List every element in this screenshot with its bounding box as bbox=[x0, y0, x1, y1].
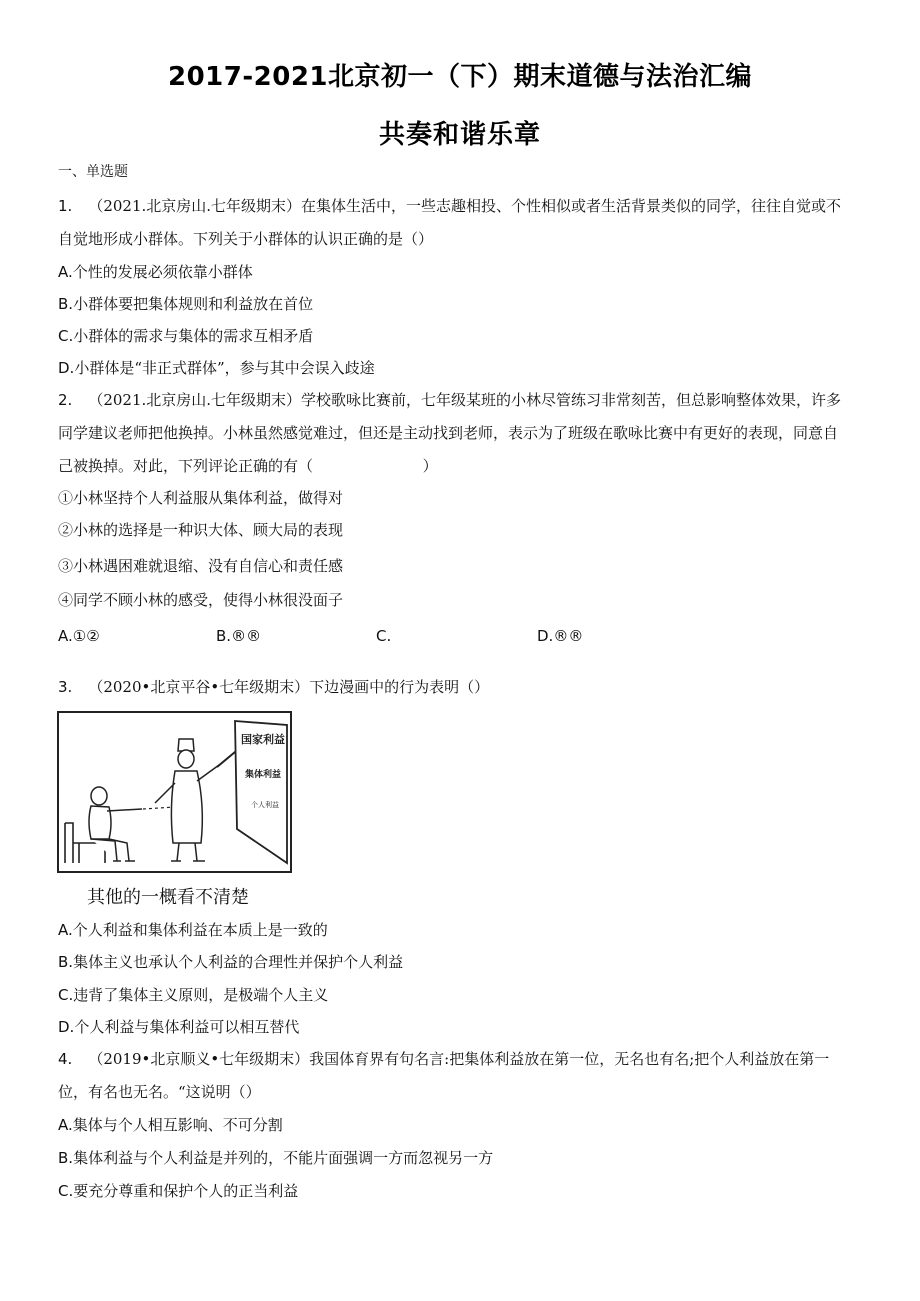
question-3-option-b: B.集体主义也承认个人利益的合理性并保护个人利益 bbox=[58, 953, 404, 971]
board-label-national: 国家利益 bbox=[241, 733, 285, 746]
question-4-option-a: A.集体与个人相互影响、不可分割 bbox=[58, 1116, 283, 1134]
question-1-stem-line-1: 1. （2021.北京房山.七年级期末）在集体生活中，一些志趣相投、个性相似或者生活背景类似的同学，往往自觉或不 bbox=[58, 197, 842, 215]
question-2-statement-1: ①小林坚持个人利益服从集体利益，做得对 bbox=[58, 489, 344, 507]
question-2-option-b: B.®® bbox=[216, 627, 262, 645]
question-4-option-c: C.要充分尊重和保护个人的正当利益 bbox=[58, 1182, 299, 1200]
question-1-option-c: C.小群体的需求与集体的需求互相矛盾 bbox=[58, 327, 314, 345]
question-1-stem-line-2: 自觉地形成小群体。下列关于小群体的认识正确的是（） bbox=[58, 230, 434, 248]
question-2-option-c: C. bbox=[376, 627, 392, 645]
question-number: 1. bbox=[58, 197, 73, 215]
cartoon-image bbox=[57, 711, 292, 873]
question-4-stem-line-1: 4. （2019•北京顺义•七年级期末）我国体育界有句名言:把集体利益放在第一位，无名也有名;把个人利益放在第一 bbox=[58, 1050, 830, 1068]
section-heading: 一、单选题 bbox=[58, 164, 128, 180]
question-2-statement-4: ④同学不顾小林的感受，使得小林很没面子 bbox=[58, 591, 344, 609]
question-1-option-b: B.小群体要把集体规则和利益放在首位 bbox=[58, 295, 314, 313]
board-label-collective: 集体利益 bbox=[245, 770, 282, 780]
question-2-stem-line-1: 2. （2021.北京房山.七年级期末）学校歌咏比赛前，七年级某班的小林尽管练习非常刻苦，但总影响整体效果，许多 bbox=[58, 391, 842, 409]
question-3-stem: 3. （2020•北京平谷•七年级期末）下边漫画中的行为表明（） bbox=[58, 678, 490, 696]
question-3-option-c: C.违背了集体主义原则，是极端个人主义 bbox=[58, 986, 329, 1004]
question-2-option-a: A.①② bbox=[58, 627, 100, 645]
question-4-option-b: B.集体利益与个人利益是并列的，不能片面强调一方而忽视另一方 bbox=[58, 1149, 494, 1167]
question-2-statement-2: ②小林的选择是一种识大体、顾大局的表现 bbox=[58, 521, 344, 539]
question-4-stem-line-2: 位，有名也无名。“这说明（） bbox=[58, 1083, 261, 1101]
question-2-stem-line-3: 己被换掉。对此，下列评论正确的有（ ） bbox=[58, 457, 438, 475]
question-1-option-d: D.小群体是“非正式群体”，参与其中会误入歧途 bbox=[58, 359, 375, 377]
document-subtitle: 共奏和谐乐章 bbox=[378, 120, 541, 150]
question-3-option-d: D.个人利益与集体利益可以相互替代 bbox=[58, 1018, 300, 1036]
question-3-option-a: A.个人利益和集体利益在本质上是一致的 bbox=[58, 921, 328, 939]
question-2-statement-3: ③小林遇困难就退缩、没有自信心和责任感 bbox=[58, 557, 344, 575]
question-2-option-d: D.®® bbox=[537, 627, 584, 645]
question-2-stem-line-2: 同学建议老师把他换掉。小林虽然感觉难过，但还是主动找到老师，表示为了班级在歌咏比赛中有更好的表现，同意自 bbox=[58, 424, 839, 442]
document-title: 2017-2021北京初一（下）期末道德与法治汇编 bbox=[167, 62, 753, 92]
question-1-option-a: A.个性的发展必须依靠小群体 bbox=[58, 263, 253, 281]
cartoon-caption: 其他的一概看不清楚 bbox=[87, 887, 249, 908]
board-label-personal: 个人利益 bbox=[251, 801, 279, 809]
